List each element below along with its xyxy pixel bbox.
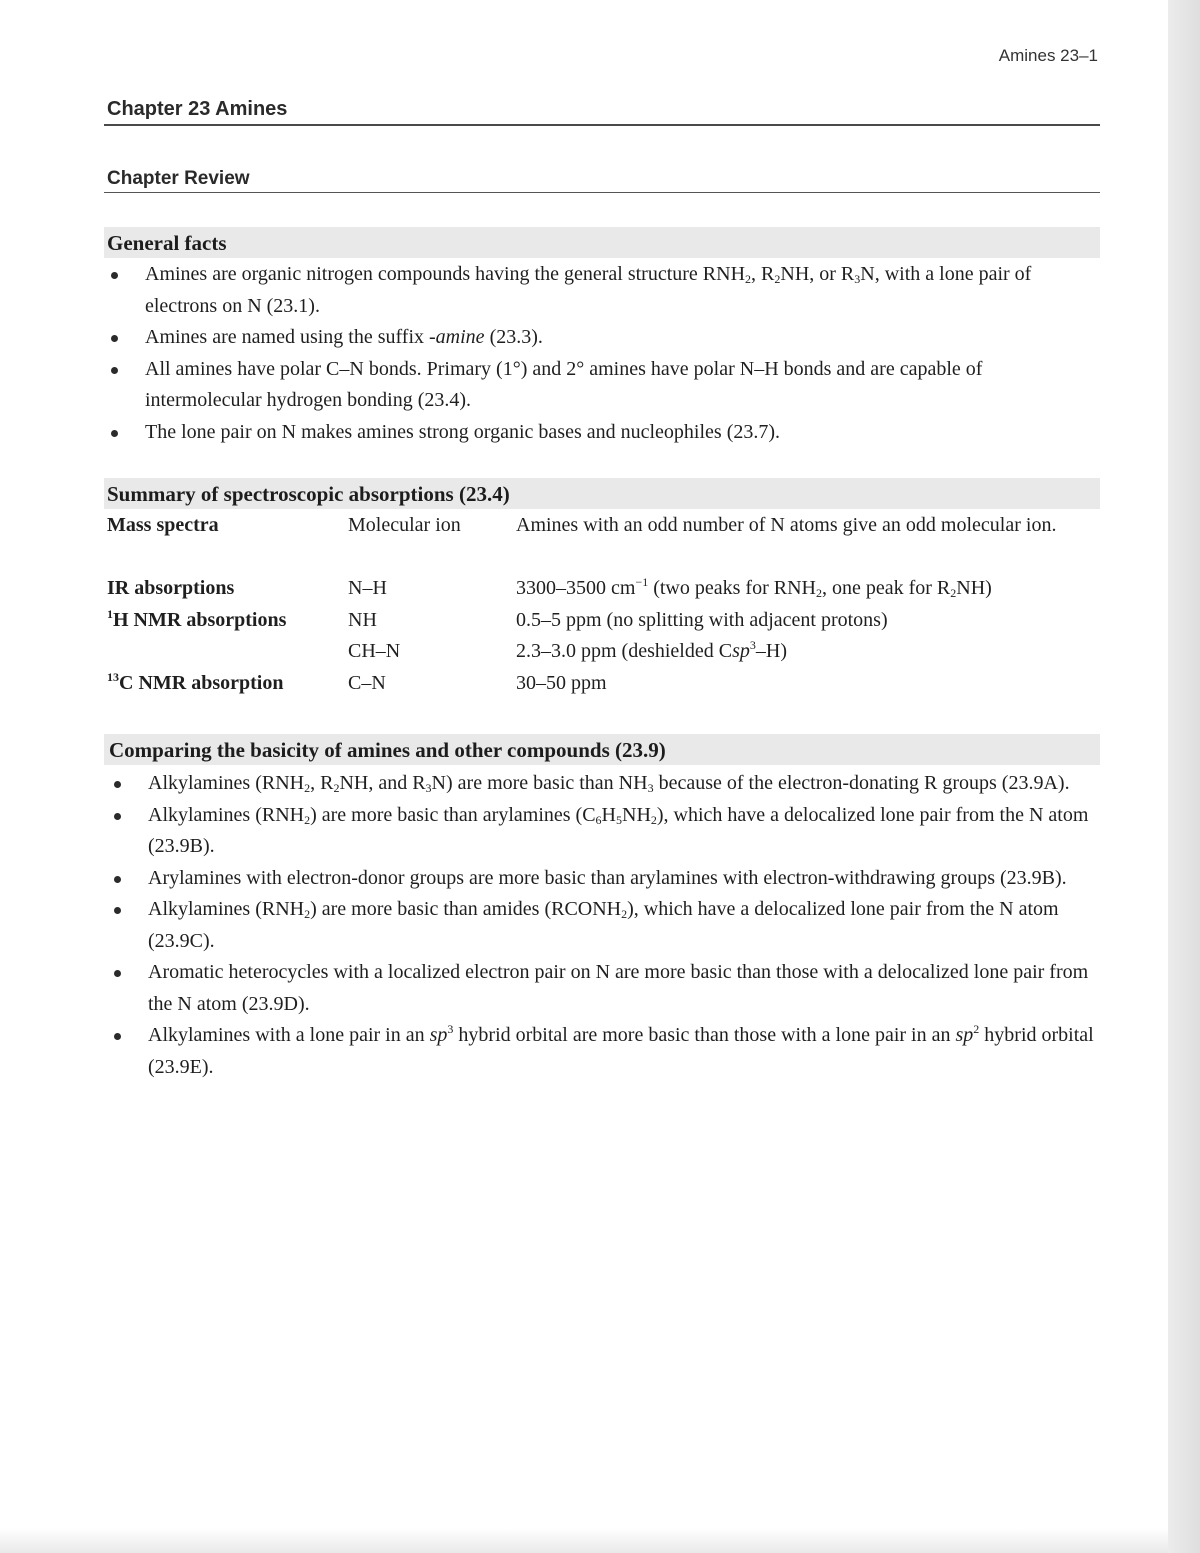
bullet-icon	[111, 335, 118, 342]
table-row	[107, 605, 1087, 637]
spec-value: 3300–3500 $cm^{-1}$ (two peaks for $RNH_2$, one peak for $R_2NH$)	[516, 575, 992, 600]
spec-group: Molecular ion	[348, 514, 461, 536]
spec-group: C–N	[348, 671, 386, 694]
spec-value: 2.3–3.0 ppm (deshielded Csp$^3$–H)	[516, 638, 787, 662]
list-item	[107, 417, 1082, 449]
spectroscopy-heading: Summary of spectroscopic absorptions (23.4)	[107, 482, 510, 506]
list-item	[107, 354, 1082, 417]
table-row	[107, 636, 1087, 668]
bullet-icon	[114, 970, 121, 977]
page-bottom-shadow	[0, 1528, 1168, 1553]
bullet-icon	[114, 876, 121, 883]
list-item-text: All amines have polar C–N bonds. Primary (1°) and 2° amines have polar N–H bonds and are capable of intermolecular hydrogen bonding (23.4).	[145, 357, 983, 411]
list-item-text: The lone pair on N makes amines strong organic bases and nucleophiles (23.7).	[145, 420, 781, 443]
list-item	[107, 322, 1082, 354]
basicity-heading: Comparing the basicity of amines and other compounds (23.9)	[109, 738, 666, 762]
list-item	[107, 259, 1082, 322]
chapter-title: Chapter 23 Amines	[107, 98, 288, 120]
table-row	[107, 668, 1087, 700]
list-item-text: Alkylamines with a lone pair in an $sp^3$ hybrid orbital are more basic than those with a lone pair in an $sp^2$ hybrid orbital (23.9E).	[148, 1022, 1094, 1078]
bullet-icon	[114, 813, 121, 820]
bullet-icon	[114, 907, 121, 914]
spec-method: Mass spectra	[107, 514, 219, 536]
list-item-text: Arylamines with electron-donor groups are more basic than arylamines with electron-withdrawing groups (23.9B).	[148, 866, 1067, 889]
list-item-text: Amines are named using the suffix -amine (23.3).	[145, 326, 543, 348]
spec-value: 0.5–5 ppm (no splitting with adjacent protons)	[516, 608, 888, 631]
bullet-icon	[114, 781, 121, 788]
bullet-icon	[111, 430, 118, 437]
list-item	[110, 957, 1095, 1020]
spectroscopy-table	[107, 510, 1087, 699]
spec-method: IR absorptions	[107, 577, 235, 599]
basicity-list	[110, 768, 1095, 1083]
bullet-icon	[111, 272, 118, 279]
list-item-text: Alkylamines $(RNH_2)$ are more basic than arylamines $(C_6H_5NH_2)$, which have a delocalized lone pair from the N atom (23.9B).	[148, 803, 1089, 857]
list-item	[110, 863, 1095, 895]
running-head: Amines 23–1	[998, 46, 1098, 65]
list-item-text: Alkylamines ($RNH_2$, $R_2NH$, and $R_3N$) are more basic than $NH_3$ because of the electron-donating R groups (23.9A).	[148, 772, 1070, 795]
list-item	[110, 894, 1095, 957]
spec-group: CH–N	[348, 640, 401, 662]
list-item	[110, 1020, 1095, 1083]
list-item-text: Aromatic heterocycles with a localized electron pair on N are more basic than those with a delocalized lone pair from the N atom (23.9D).	[148, 961, 1089, 1015]
spec-value: Amines with an odd number of N atoms give an odd molecular ion.	[516, 514, 1057, 536]
table-row	[107, 573, 1087, 605]
spec-group: N–H	[348, 577, 387, 599]
chapter-title-rule	[104, 124, 1100, 126]
table-row	[107, 510, 1087, 573]
general-facts-bar	[104, 227, 1100, 258]
list-item	[110, 800, 1095, 863]
list-item	[110, 768, 1095, 800]
spec-method: $^{13}$C NMR absorption	[107, 669, 284, 694]
general-facts-list	[107, 259, 1082, 448]
page-edge-shadow	[1168, 0, 1200, 1553]
list-item-text: Alkylamines $(RNH_2)$ are more basic than amides $(RCONH_2)$, which have a delocalized lone pair from the N atom (23.9C).	[148, 898, 1059, 952]
spec-method: $^1$H NMR absorptions	[107, 606, 287, 631]
bullet-icon	[114, 1033, 121, 1040]
general-facts-heading: General facts	[107, 231, 227, 255]
spec-group: NH	[348, 608, 377, 631]
chapter-review-title: Chapter Review	[107, 168, 250, 189]
list-item-text: Amines are organic nitrogen compounds having the general structure $RNH_2$, $R_2NH$, or $R_3N$, with a lone pair of electrons on N (23.1).	[145, 263, 1032, 317]
bullet-icon	[111, 367, 118, 374]
spec-value: 30–50 ppm	[516, 671, 607, 694]
chapter-review-rule	[104, 192, 1100, 193]
